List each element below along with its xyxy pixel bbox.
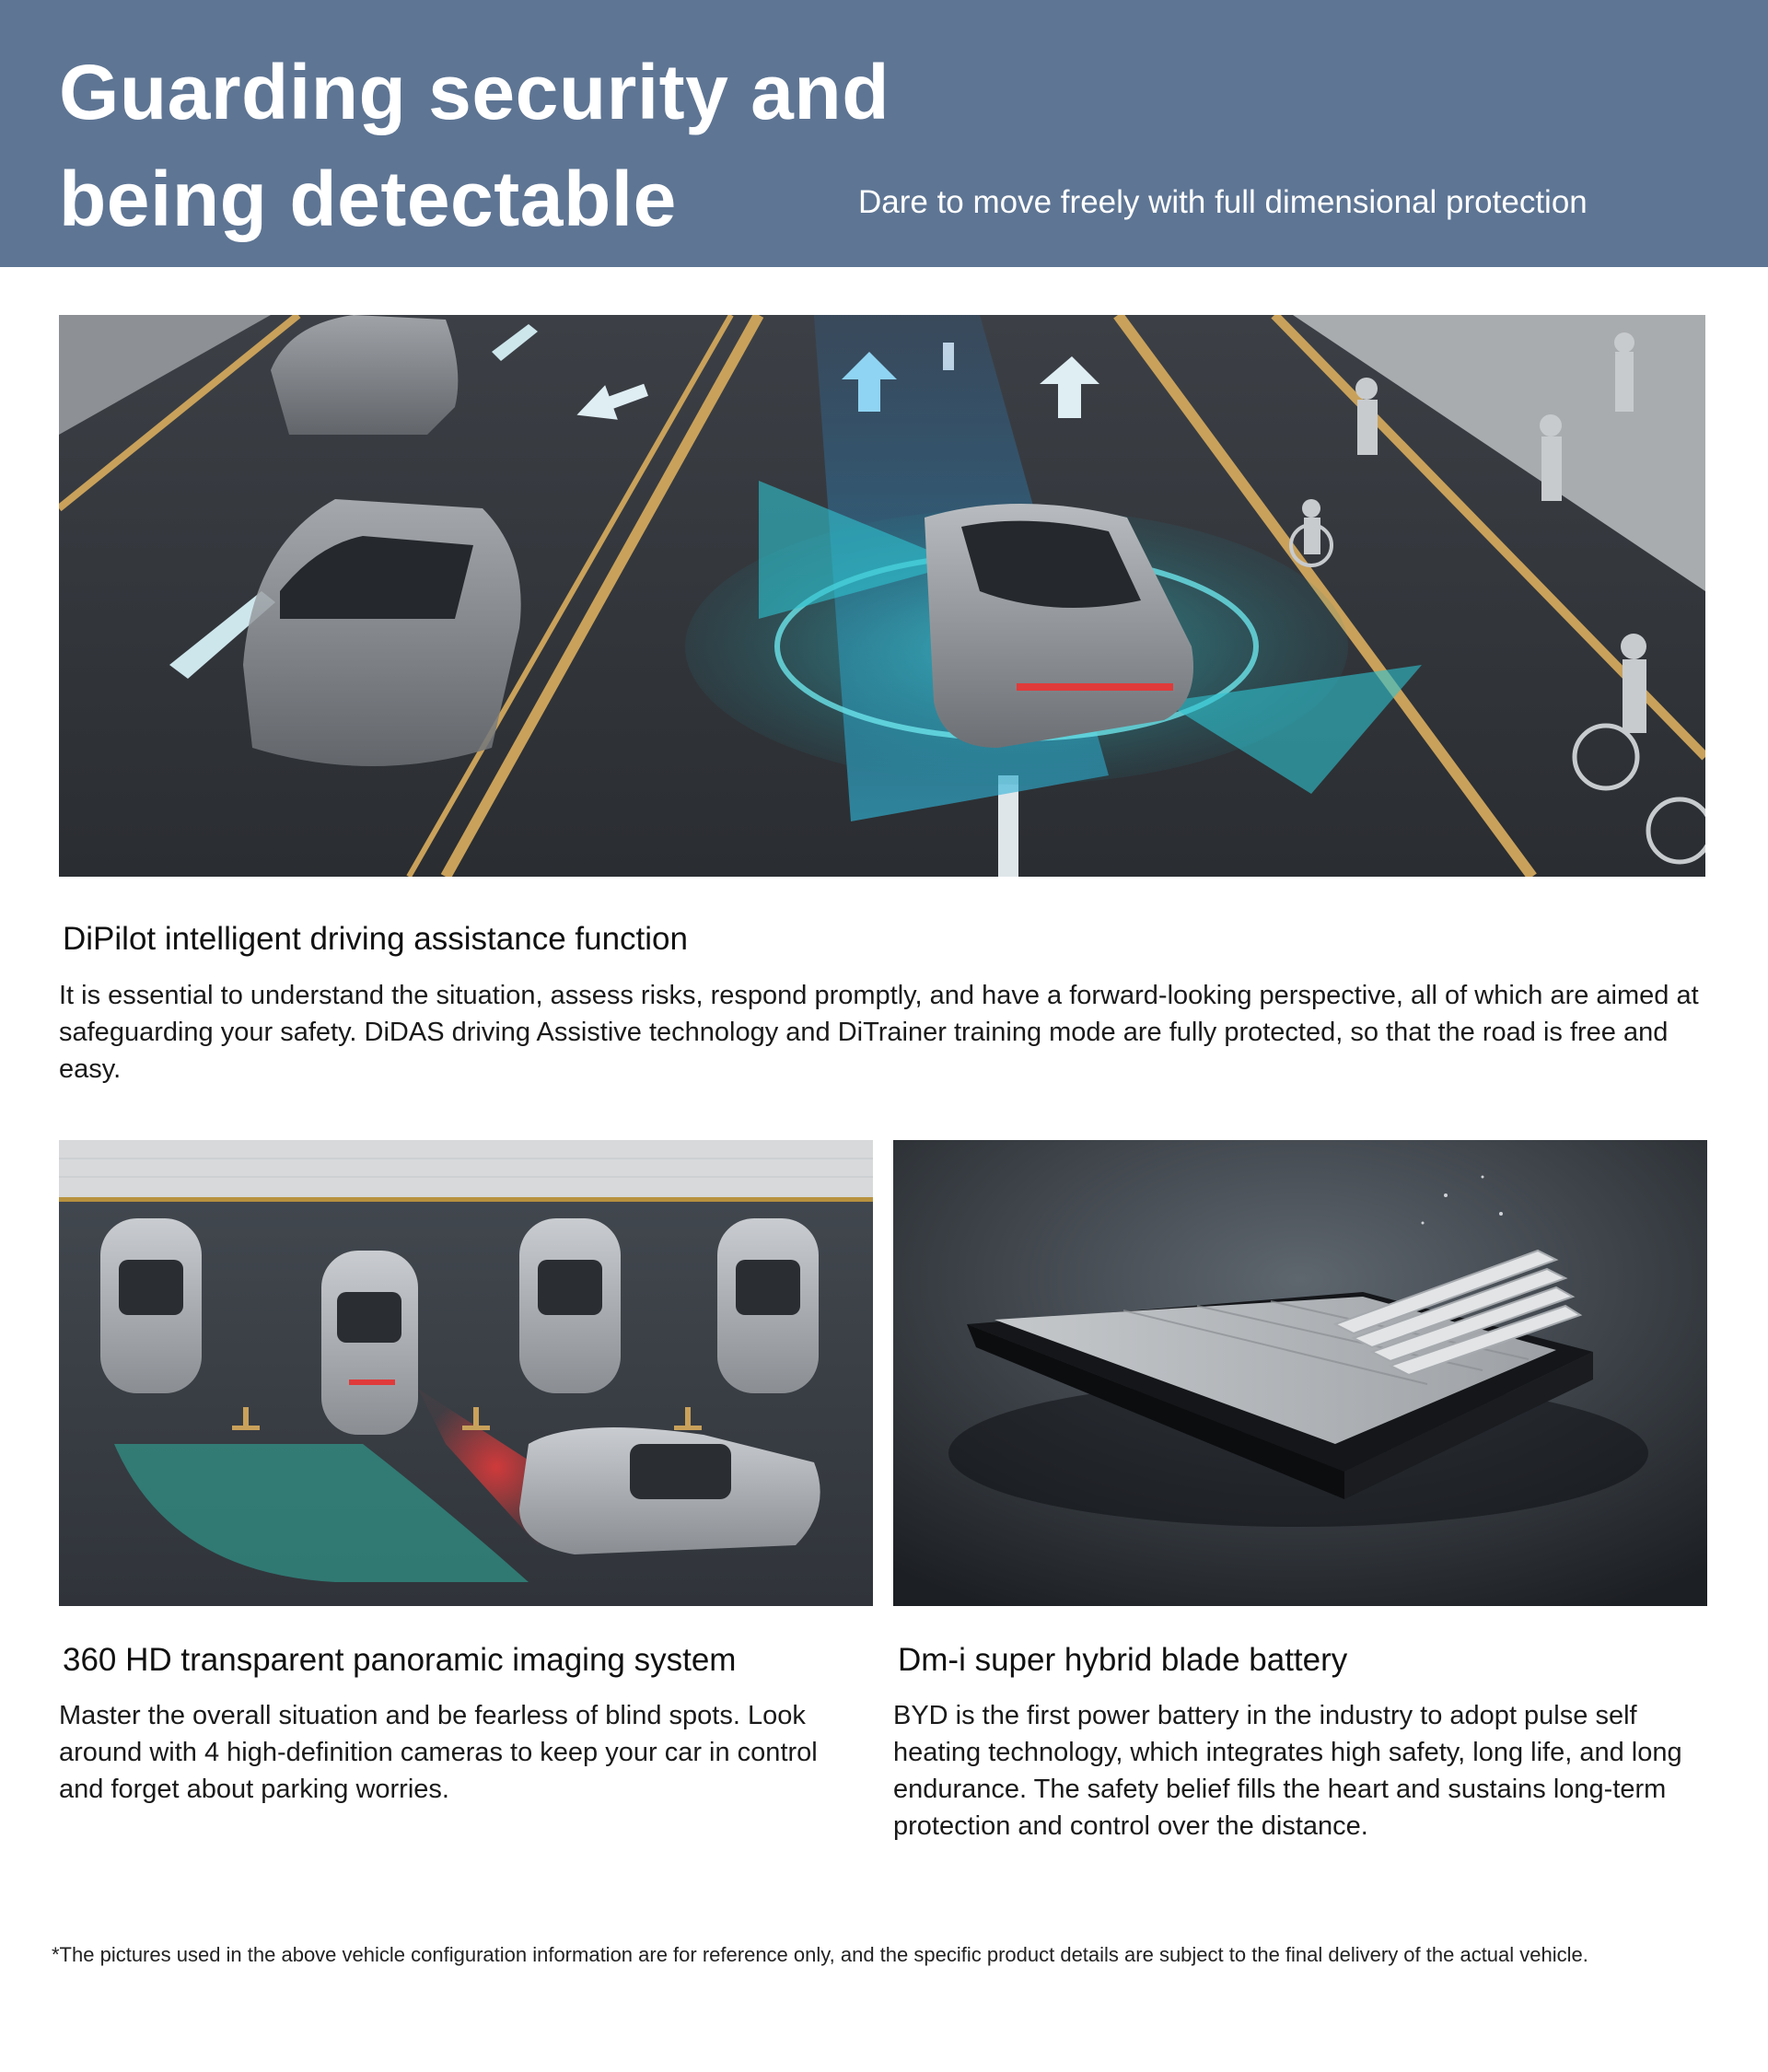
panoramic-parking-image	[59, 1140, 873, 1606]
imaging-heading: 360 HD transparent panoramic imaging system	[63, 1642, 737, 1678]
disclaimer-note: *The pictures used in the above vehicle configuration information are for reference only, and the specific product details are subject to the final delivery of the actual vehicle.	[52, 1943, 1588, 1966]
dipilot-heading: DiPilot intelligent driving assistance function	[63, 921, 688, 957]
battery-description: BYD is the first power battery in the industry to adopt pulse self heating technology, which integrates high safety, long life, and long endurance. The safety belief fills the heart and sustains long-term protection and control over the distance.	[893, 1701, 1682, 1841]
page-subtitle: Dare to move freely with full dimensional protection	[858, 184, 1588, 220]
battery-heading: Dm-i super hybrid blade battery	[898, 1642, 1348, 1678]
dipilot-description: It is essential to understand the situation, assess risks, respond promptly, and have a forward-looking perspective, all of which are aimed at safeguarding your safety. DiDAS driving Assistive technology and DiTrainer training mode are fully protected, so that the road is free and easy.	[59, 981, 1699, 1084]
page-title	[59, 39, 890, 252]
blade-battery-image	[893, 1140, 1707, 1606]
dipilot-road-image	[59, 315, 1705, 877]
imaging-description: Master the overall situation and be fearless of blind spots. Look around with 4 high-definition cameras to keep your car in control and forget about parking worries.	[59, 1701, 818, 1804]
header-banner	[0, 0, 1768, 267]
page-title-line-1: Guarding security and	[59, 49, 890, 135]
page-title-line-2: being detectable	[59, 156, 677, 242]
